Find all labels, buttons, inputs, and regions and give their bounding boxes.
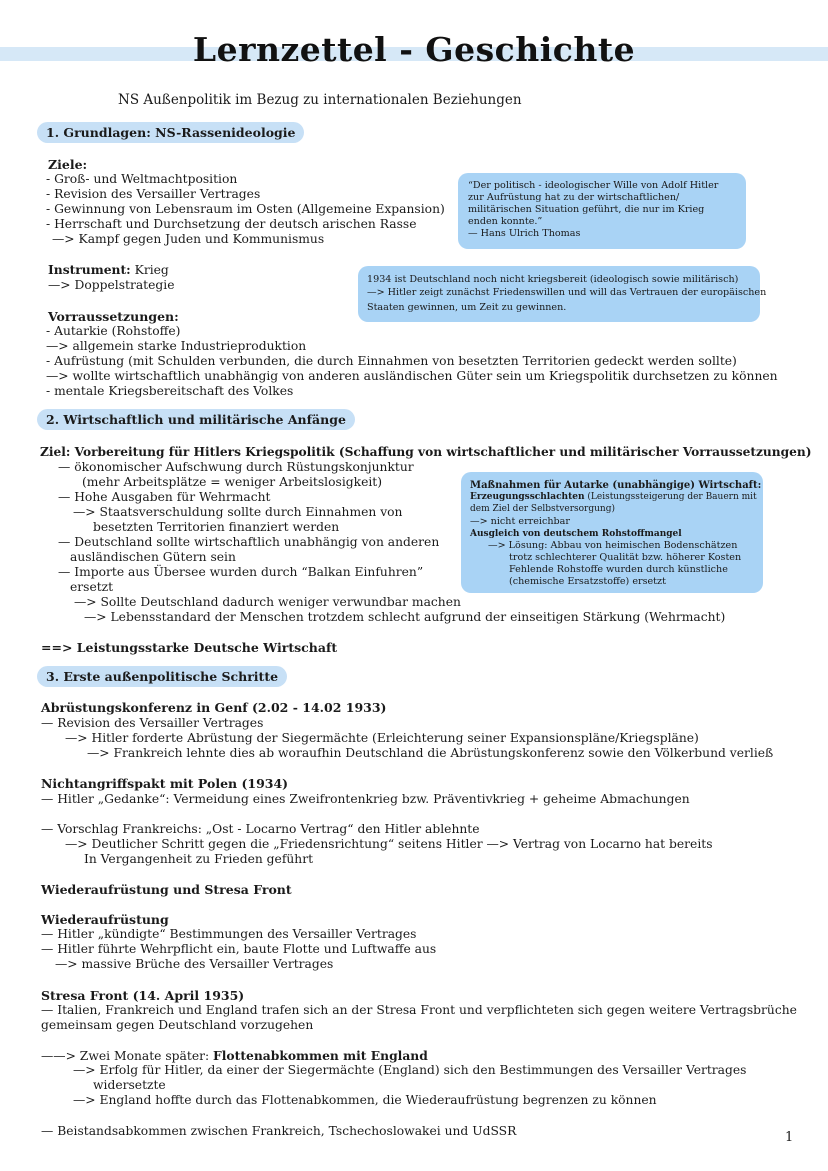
polen-line: In Vergangenheit zu Frieden geführt [84,852,314,866]
autarkie-line [470,492,757,503]
autarkie-rest: (Leistungssteigerung der Bauern mit [584,492,757,502]
s2-line: ersetzt [70,580,114,594]
quote-line: enden konnte.” [468,216,543,227]
autarkie-line: trotz schlechterer Qualität bzw. höherer Kosten [509,552,742,563]
autarkie-line: Ausgleich von deutschem Rohstoffmangel [470,529,682,539]
autarkie-line: Fehlende Rohstoffe wurden durch künstliche [509,564,728,575]
instrument-label: Instrument: [48,262,131,277]
page-title: Lernzettel - Geschichte [192,30,636,69]
s2-line: besetzten Territorien finanziert werden [93,520,340,534]
vorr-label: Vorraussetzungen: [48,309,179,324]
ziele-item: - Gewinnung von Lebensraum im Osten (Allgemeine Expansion) [46,202,445,216]
flotte-title: Flottenabkommen mit England [213,1048,428,1063]
s2-conclusion: ==> Leistungsstarke Deutsche Wirtschaft [41,640,338,655]
flotte-item: widersetzte [93,1078,166,1092]
note-box [358,266,767,322]
polen-line: — Hitler „Gedanke“: Vermeidung eines Zweifrontenkrieg bzw. Präventivkrieg + geheime Abmachungen [41,792,690,806]
quote-box [458,173,746,249]
stresa-line: gemeinsam gegen Deutschland vorzugehen [41,1018,314,1032]
note-line: —> Hitler zeigt zunächst Friedenswillen und will das Vertrauen der europäischen [367,287,767,298]
s2-line: —> Lebensstandard der Menschen trotzdem schlecht aufgrund der einseitigen Stärkung (Wehrmacht) [84,610,726,624]
wieder-line: —> massive Brüche des Versailler Vertrages [55,957,334,971]
note-line: Staaten gewinnen, um Zeit zu gewinnen. [367,302,567,313]
autarkie-bold: Erzeugungsschlachten [470,492,585,502]
ziele-item: - Revision des Versailler Vertrages [46,187,261,201]
genf-title: Abrüstungskonferenz in Genf (2.02 - 14.02 1933) [41,700,387,715]
ziele-item: - Herrschaft und Durchsetzung der deutsch arischen Rasse [46,217,417,231]
ziele-label: Ziele: [48,157,88,172]
s2-line: ausländischen Gütern sein [70,550,236,564]
flotte-item: —> England hoffte durch das Flottenabkommen, die Wiederaufrüstung begrenzen zu können [73,1093,657,1107]
wieder-stresa-title: Wiederaufrüstung und Stresa Front [41,882,292,897]
stresa-title: Stresa Front (14. April 1935) [41,988,245,1003]
ziel-line: Ziel: Vorbereitung für Hitlers Kriegspolitik (Schaffung von wirtschaftlicher und militärischer Vorraussetzungen) [40,445,812,459]
s2-line: — Deutschland sollte wirtschaftlich unabhängig von anderen [58,535,440,549]
quote-line: “Der politisch - ideologischer Wille von Adolf Hitler [468,180,719,191]
genf-line: —> Hitler forderte Abrüstung der Siegermächte (Erleichterung seiner Expansionspläne/Kriegspläne) [65,731,699,745]
instrument-line-2: —> Doppelstrategie [48,278,175,292]
genf-line: —> Frankreich lehnte dies ab woraufhin Deutschland die Abrüstungskonferenz sowie den Völkerbund verließ [87,746,774,760]
subtitle: NS Außenpolitik im Bezug zu internationalen Beziehungen [118,92,522,108]
section-2-heading: 2. Wirtschaftlich und militärische Anfänge [37,409,355,430]
autarkie-line: —> nicht erreichbar [470,516,570,527]
s2-line: — Hohe Ausgaben für Wehrmacht [58,490,271,504]
note-line: 1934 ist Deutschland noch nicht kriegsbereit (ideologisch sowie militärisch) [367,274,739,285]
quote-line: militärischen Situation geführt, die nur im Krieg [468,204,705,215]
wieder-title: Wiederaufrüstung [41,912,169,927]
beistand-line: — Beistandsabkommen zwischen Frankreich, Tschechoslowakei und UdSSR [41,1124,517,1138]
page-number: 1 [785,1130,794,1145]
autarkie-box [461,472,763,593]
ziele-item: —> Kampf gegen Juden und Kommunismus [52,232,325,246]
flotte-line [41,1048,428,1064]
section-1-heading: 1. Grundlagen: NS-Rassenideologie [37,122,304,143]
wieder-line: — Hitler „kündigte“ Bestimmungen des Versailler Vertrages [41,927,417,941]
polen-line: —> Deutlicher Schritt gegen die „Friedensrichtung“ seitens Hitler —> Vertrag von Locarno hat bereits [65,837,713,851]
genf-line: — Revision des Versailler Vertrages [41,716,264,730]
vorr-item: —> allgemein starke Industrieproduktion [46,339,307,353]
instrument-value: Krieg [130,263,169,277]
s2-line: —> Sollte Deutschland dadurch weniger verwundbar machen [74,595,461,609]
vorr-item: - mentale Kriegsbereitschaft des Volkes [46,384,294,398]
instrument-line [48,262,169,278]
s2-line: (mehr Arbeitsplätze = weniger Arbeitslosigkeit) [82,475,383,489]
stresa-line: — Italien, Frankreich und England trafen sich an der Stresa Front und verpflichteten sich gegen weitere Vertragsbrüche [41,1003,797,1017]
vorr-item: —> wollte wirtschaftlich unabhängig von anderen ausländischen Güter sein um Kriegspolitik durchsetzen zu können [46,369,778,383]
autarkie-line: —> Lösung: Abbau von heimischen Bodenschätzen [488,540,738,551]
autarkie-line: dem Ziel der Selbstversorgung) [470,504,615,514]
s2-line: — ökonomischer Aufschwung durch Rüstungskonjunktur [58,460,414,474]
s2-line: —> Staatsverschuldung sollte durch Einnahmen von [73,505,403,519]
s2-line: — Importe aus Übersee wurden durch “Balkan Einfuhren” [58,565,424,579]
flotte-item: —> Erfolg für Hitler, da einer der Siegermächte (England) sich den Bestimmungen des Versailler Vertrages [73,1063,747,1077]
ziele-item: - Groß- und Weltmachtposition [46,172,238,186]
quote-author: — Hans Ulrich Thomas [468,228,581,239]
autarkie-line: (chemische Ersatzstoffe) ersetzt [509,576,666,587]
quote-line: zur Aufrüstung hat zu der wirtschaftlichen/ [468,192,680,203]
polen-title: Nichtangriffspakt mit Polen (1934) [41,776,289,791]
vorr-item: - Autarkie (Rohstoffe) [46,324,181,338]
flotte-prefix: ——> Zwei Monate später: [41,1049,214,1063]
polen-line: — Vorschlag Frankreichs: „Ost - Locarno Vertrag“ den Hitler ablehnte [41,822,480,836]
vorr-item: - Aufrüstung (mit Schulden verbunden, die durch Einnahmen von besetzten Territorien gedeckt werden sollte) [46,354,737,368]
autarkie-title: Maßnahmen für Autarke (unabhängige) Wirtschaft: [470,480,762,491]
section-3-heading: 3. Erste außenpolitische Schritte [37,666,287,687]
wieder-line: — Hitler führte Wehrpflicht ein, baute Flotte und Luftwaffe aus [41,942,437,956]
